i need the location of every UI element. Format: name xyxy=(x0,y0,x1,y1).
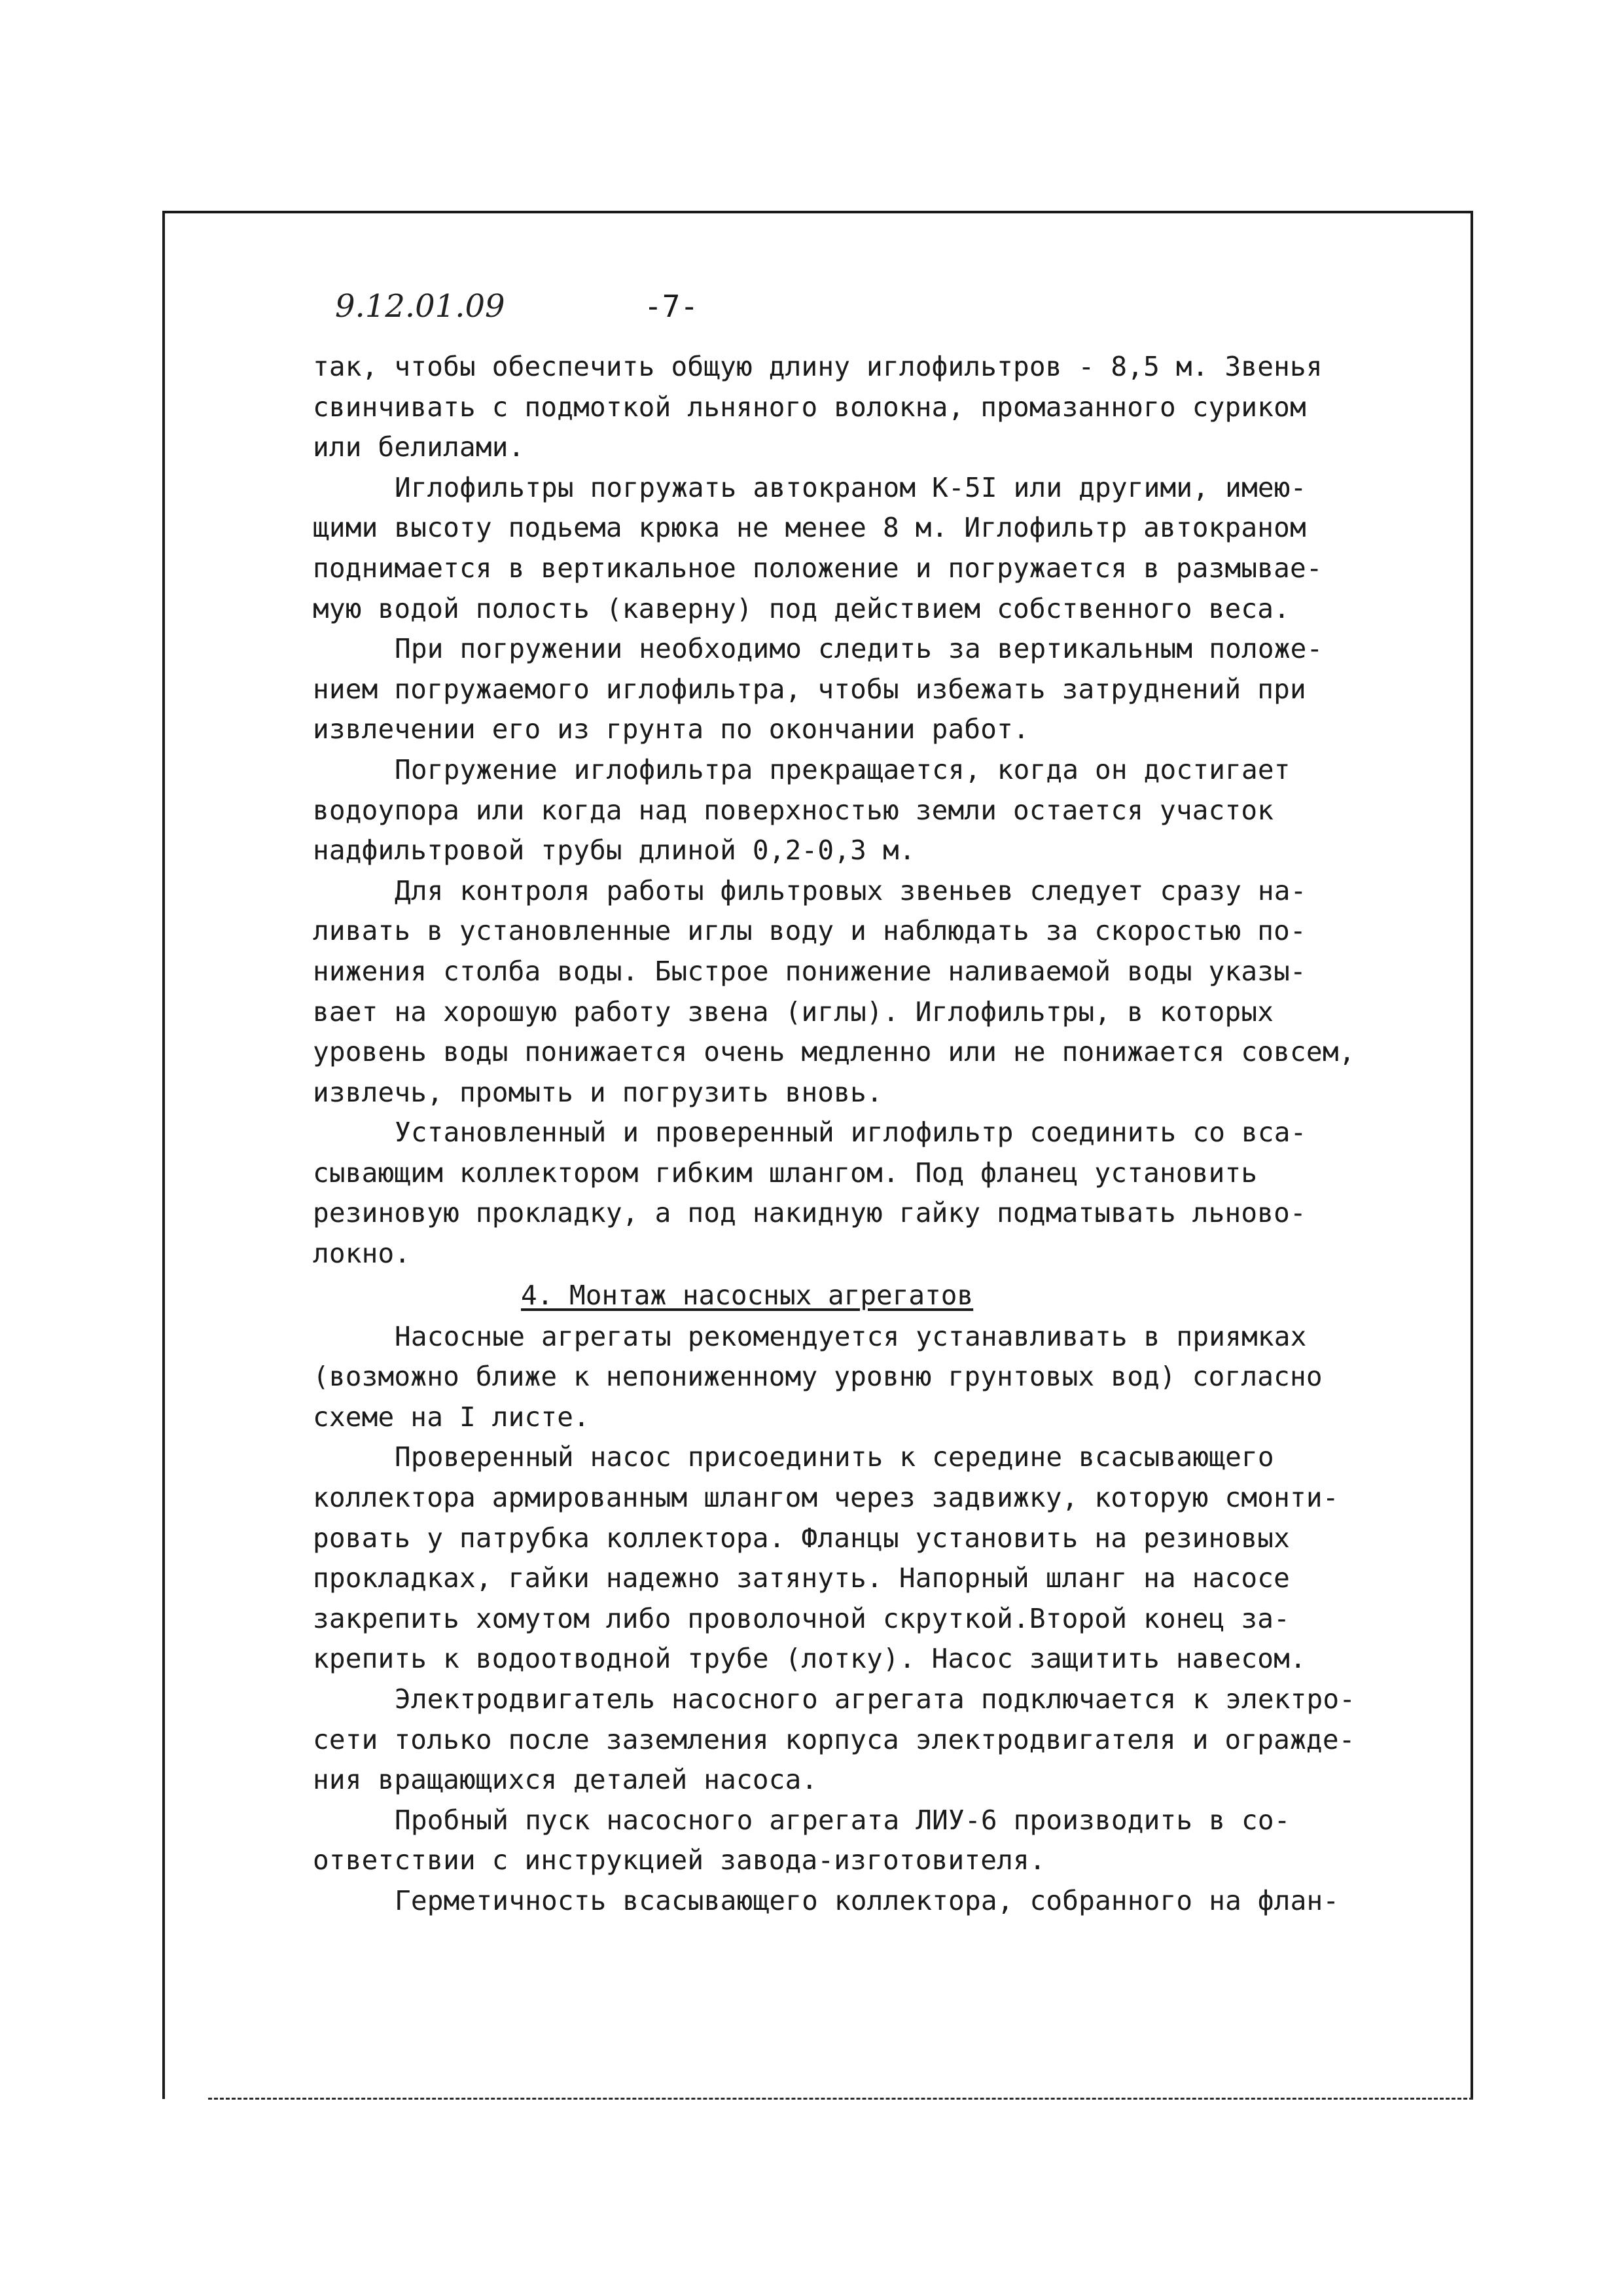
text-line: Погружение иглофильтра прекращается, когда он достигает xyxy=(395,753,1291,785)
text-line: локно. xyxy=(313,1238,411,1270)
text-line: извлечь, промыть и погрузить вновь. xyxy=(313,1076,883,1108)
paragraph-1 xyxy=(313,347,1412,468)
text-line: крепить к водоотводной трубе (лотку). Насос защитить навесом. xyxy=(313,1643,1306,1675)
text-line: закрепить хомутом либо проволочной скруткой.Второй конец за- xyxy=(313,1602,1291,1634)
paragraph-11 xyxy=(313,1881,1412,1922)
text-line: Установленный и проверенный иглофильтр соединить со вса- xyxy=(395,1117,1307,1149)
text-line: При погружении необходимо следить за вертикальным положе- xyxy=(395,633,1323,665)
text-line: свинчивать с подмоткой льняного волокна, промазанного суриком xyxy=(313,391,1306,423)
text-line: Электродвигатель насосного агрегата подключается к электро- xyxy=(395,1683,1356,1715)
text-line: уровень воды понижается очень медленно или не понижается совсем, xyxy=(313,1036,1355,1068)
text-line: ливать в установленные иглы воду и наблюдать за скоростью по- xyxy=(313,915,1306,947)
paragraph-10 xyxy=(313,1801,1412,1881)
text-line: Герметичность всасывающего коллектора, собранного на флан- xyxy=(395,1884,1340,1916)
paragraph-4 xyxy=(313,750,1412,871)
section-heading xyxy=(313,1274,1412,1317)
text-line: сывающим коллектором гибким шлангом. Под фланец установить xyxy=(313,1157,1258,1189)
paragraph-2 xyxy=(313,468,1412,629)
text-line: щими высоту подьема крюка не менее 8 м. Иглофильтр автокраном xyxy=(313,512,1306,544)
document-body xyxy=(313,347,1412,1922)
text-line: схеме на I листе. xyxy=(313,1401,590,1433)
text-line: коллектора армированным шлангом через задвижку, которую смонти- xyxy=(313,1482,1339,1514)
text-line: мую водой полость (каверну) под действием собственного веса. xyxy=(313,592,1291,624)
paragraph-6 xyxy=(313,1113,1412,1274)
frame-bottom-line xyxy=(208,2098,1473,2100)
text-line: резиновую прокладку, а под накидную гайку подматывать льново- xyxy=(313,1197,1306,1229)
page-number: -7- xyxy=(644,289,699,324)
text-line: извлечении его из грунта по окончании работ. xyxy=(313,713,1029,745)
text-line: Иглофильтры погружать автокраном К-5I или другими, имею- xyxy=(395,471,1307,503)
text-line: Для контроля работы фильтровых звеньев следует сразу на- xyxy=(395,874,1307,906)
text-line: поднимается в вертикальное положение и погружается в размывае- xyxy=(313,552,1323,584)
paragraph-5 xyxy=(313,871,1412,1113)
text-line: прокладках, гайки надежно затянуть. Напорный шланг на насосе xyxy=(313,1562,1291,1594)
text-line: сети только после заземления корпуса электродвигателя и огражде- xyxy=(313,1723,1355,1755)
paragraph-8 xyxy=(313,1437,1412,1679)
paragraph-7 xyxy=(313,1317,1412,1438)
text-line: Проверенный насос присоединить к середине всасывающего xyxy=(395,1441,1274,1473)
text-line: ния вращающихся деталей насоса. xyxy=(313,1764,818,1796)
text-line: надфильтровой трубы длиной 0,2-0,3 м. xyxy=(313,834,916,867)
text-line: (возможно ближе к непониженному уровню грунтовых вод) согласно xyxy=(313,1361,1323,1393)
text-line: так, чтобы обеспечить общую длину иглофильтров - 8,5 м. Звенья xyxy=(313,351,1323,382)
text-line: ответствии с инструкцией завода-изготовителя. xyxy=(313,1844,1046,1876)
paragraph-3 xyxy=(313,629,1412,750)
text-line: Насосные агрегаты рекомендуется устанавливать в приямках xyxy=(395,1320,1307,1352)
text-line: вает на хорошую работу звена (иглы). Иглофильтры, в которых xyxy=(313,996,1274,1028)
paragraph-9 xyxy=(313,1679,1412,1801)
text-line: Пробный пуск насосного агрегата ЛИУ-6 производить в со- xyxy=(395,1804,1291,1836)
text-line: нижения столба воды. Быстрое понижение наливаемой воды указы- xyxy=(313,955,1306,987)
text-line: или белилами. xyxy=(313,431,525,463)
document-code: 9.12.01.09 xyxy=(335,288,505,325)
text-line: водоупора или когда над поверхностью земли остается участок xyxy=(313,794,1274,826)
text-line: нием погружаемого иглофильтра, чтобы избежать затруднений при xyxy=(313,673,1306,705)
text-line: ровать у патрубка коллектора. Фланцы установить на резиновых xyxy=(313,1522,1291,1554)
section-heading-text: 4. Монтаж насосных агрегатов xyxy=(521,1279,974,1311)
